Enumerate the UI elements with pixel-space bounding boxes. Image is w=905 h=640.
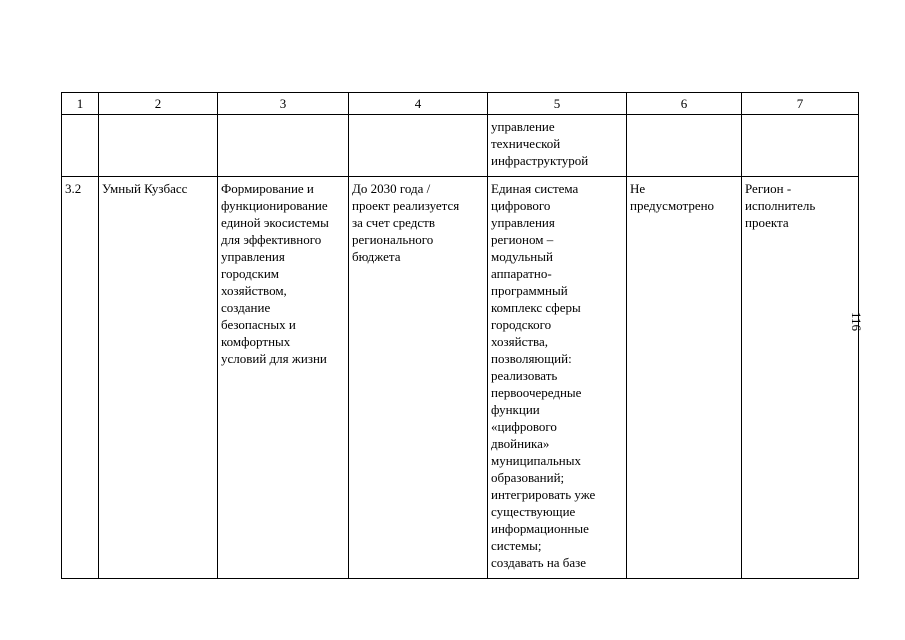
text-line: исполнитель (745, 198, 816, 213)
text-line: безопасных и (221, 317, 296, 332)
text-line: городского (491, 317, 552, 332)
text-line: проекта (745, 215, 789, 230)
text-line: создавать на базе (491, 555, 587, 570)
text-line: создание (221, 300, 271, 315)
header-cell: 5 (488, 93, 627, 115)
text-line: управления (491, 215, 555, 230)
project-col7-cell (742, 177, 859, 579)
row-number-cell: 3.2 (62, 177, 99, 579)
project-result-cell (488, 177, 627, 579)
text-line: «цифрового (491, 419, 557, 434)
result-continuation-cell (488, 115, 627, 177)
text-line: муниципальных (491, 453, 582, 468)
text-line: управление (491, 119, 555, 134)
text-line: за счет средств (352, 215, 435, 230)
table-cell (627, 115, 742, 177)
header-cell: 3 (218, 93, 349, 115)
text-line: образований; (491, 470, 565, 485)
text-line: интегрировать уже (491, 487, 596, 502)
text-line: функционирование (221, 198, 328, 213)
project-term-cell (349, 177, 488, 579)
text-line: проект реализуется (352, 198, 460, 213)
text-line: информационные (491, 521, 589, 536)
text-line: системы; (491, 538, 542, 553)
text-line: предусмотрено (630, 198, 715, 213)
text-line: существующие (491, 504, 576, 519)
text-line: для эффективного (221, 232, 322, 247)
text-line: регионального (352, 232, 434, 247)
text-line: функции (491, 402, 540, 417)
document-table (61, 92, 859, 579)
project-goal-cell (218, 177, 349, 579)
text-line: цифрового (491, 198, 551, 213)
text-line: хозяйством, (221, 283, 287, 298)
text-line: комплекс сферы (491, 300, 581, 315)
header-cell: 4 (349, 93, 488, 115)
text-line: бюджета (352, 249, 401, 264)
text-line: управления (221, 249, 285, 264)
text-line: условий для жизни (221, 351, 327, 366)
header-cell: 6 (627, 93, 742, 115)
header-cell: 1 (62, 93, 99, 115)
continuation-row (62, 115, 859, 177)
text-line: Не (630, 181, 646, 196)
page-number: 116 (849, 312, 864, 332)
header-row (62, 93, 859, 115)
text-line: Регион - (745, 181, 792, 196)
text-line: технической (491, 136, 561, 151)
table-cell (349, 115, 488, 177)
table-cell (218, 115, 349, 177)
table-row (62, 177, 859, 579)
project-col6-cell (627, 177, 742, 579)
text-line: единой экосистемы (221, 215, 329, 230)
table-cell (62, 115, 99, 177)
table-cell (742, 115, 859, 177)
text-line: комфортных (221, 334, 291, 349)
header-cell: 7 (742, 93, 859, 115)
text-line: модульный (491, 249, 553, 264)
project-name-cell: Умный Кузбасс (99, 177, 218, 579)
text-line: первоочередные (491, 385, 582, 400)
text-line: Формирование и (221, 181, 314, 196)
text-line: городским (221, 266, 280, 281)
text-line: позволяющий: (491, 351, 572, 366)
text-line: инфраструктурой (491, 153, 589, 168)
text-line: реализовать (491, 368, 558, 383)
text-line: До 2030 года / (352, 181, 431, 196)
text-line: двойника» (491, 436, 550, 451)
header-cell: 2 (99, 93, 218, 115)
text-line: программный (491, 283, 568, 298)
text-line: аппаратно- (491, 266, 552, 281)
table-cell (99, 115, 218, 177)
text-line: хозяйства, (491, 334, 549, 349)
text-line: Единая система (491, 181, 579, 196)
text-line: регионом – (491, 232, 554, 247)
